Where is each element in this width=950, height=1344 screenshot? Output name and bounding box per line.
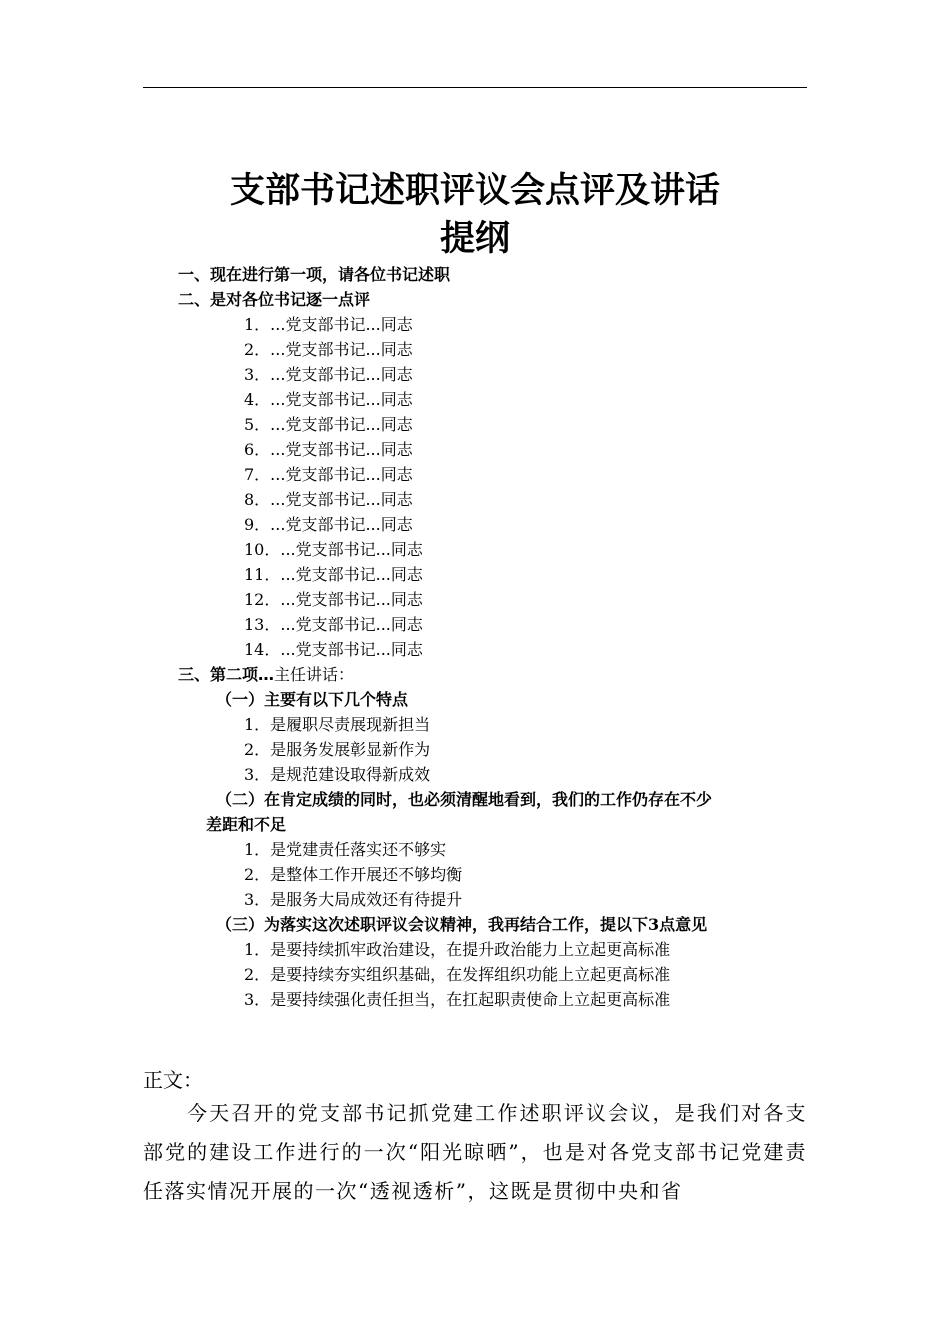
section-2-point: 2．是整体工作开展还不够均衡	[244, 865, 463, 884]
section-1-point: 3．是规范建设取得新成效	[244, 765, 431, 784]
review-item: 10．...党支部书记...同志	[244, 540, 423, 559]
outline-item-3-suffix: 主任讲话：	[274, 665, 355, 684]
review-item: 5．...党支部书记...同志	[244, 415, 413, 434]
review-item: 8．...党支部书记...同志	[244, 490, 413, 509]
section-2-heading: （二）在肯定成绩的同时，也必须清醒地看到，我们的工作仍存在不少	[216, 790, 713, 809]
document-title-line1: 支部书记述职评议会点评及讲话	[229, 171, 720, 211]
header-rule	[143, 87, 807, 88]
section-3-point: 3．是要持续强化责任担当，在扛起职责使命上立起更高标准	[244, 990, 671, 1009]
outline-item-3-prefix: 三、第二项…	[178, 665, 275, 684]
review-item: 14．...党支部书记...同志	[244, 640, 423, 659]
section-1-point: 1．是履职尽责展现新担当	[244, 715, 431, 734]
body-paragraph: 今天召开的党支部书记抓党建工作述职评议会议，是我们对各支部党的建设工作进行的一次“阳光晾晒”，也是对各党支部书记党建责任落实情况开展的一次“透视透析”，这既是贯彻中央和省	[143, 1101, 807, 1203]
section-1-point: 2．是服务发展彰显新作为	[244, 740, 431, 759]
review-item: 13．...党支部书记...同志	[244, 615, 423, 634]
section-2-point: 3．是服务大局成效还有待提升	[244, 890, 463, 909]
review-item: 3．...党支部书记...同志	[244, 365, 413, 384]
section-2-point: 1．是党建责任落实还不够实	[244, 840, 447, 859]
section-3-heading: （三）为落实这次述职评议会议精神，我再结合工作，提以下3点意见	[216, 915, 708, 934]
section-3-point: 2．是要持续夯实组织基础，在发挥组织功能上立起更高标准	[244, 965, 671, 984]
review-item: 2．...党支部书记...同志	[244, 340, 413, 359]
outline-item-3	[178, 662, 354, 687]
document-title-line2: 提纲	[439, 219, 510, 259]
section-3-point: 1．是要持续抓牢政治建设，在提升政治能力上立起更高标准	[244, 940, 671, 959]
review-item: 4．...党支部书记...同志	[244, 390, 413, 409]
review-item: 6．...党支部书记...同志	[244, 440, 413, 459]
body-label: 正文：	[143, 1068, 203, 1092]
outline-item-2: 二、是对各位书记逐一点评	[178, 290, 371, 309]
review-item: 12．...党支部书记...同志	[244, 590, 423, 609]
review-item: 9．...党支部书记...同志	[244, 515, 413, 534]
section-1-heading: （一）主要有以下几个特点	[216, 690, 409, 709]
review-item: 11．...党支部书记...同志	[244, 565, 423, 584]
review-item: 1．...党支部书记...同志	[244, 315, 413, 334]
outline-item-1: 一、现在进行第一项，请各位书记述职	[178, 265, 451, 284]
review-item: 7．...党支部书记...同志	[244, 465, 413, 484]
section-2-heading-cont: 差距和不足	[206, 815, 287, 834]
